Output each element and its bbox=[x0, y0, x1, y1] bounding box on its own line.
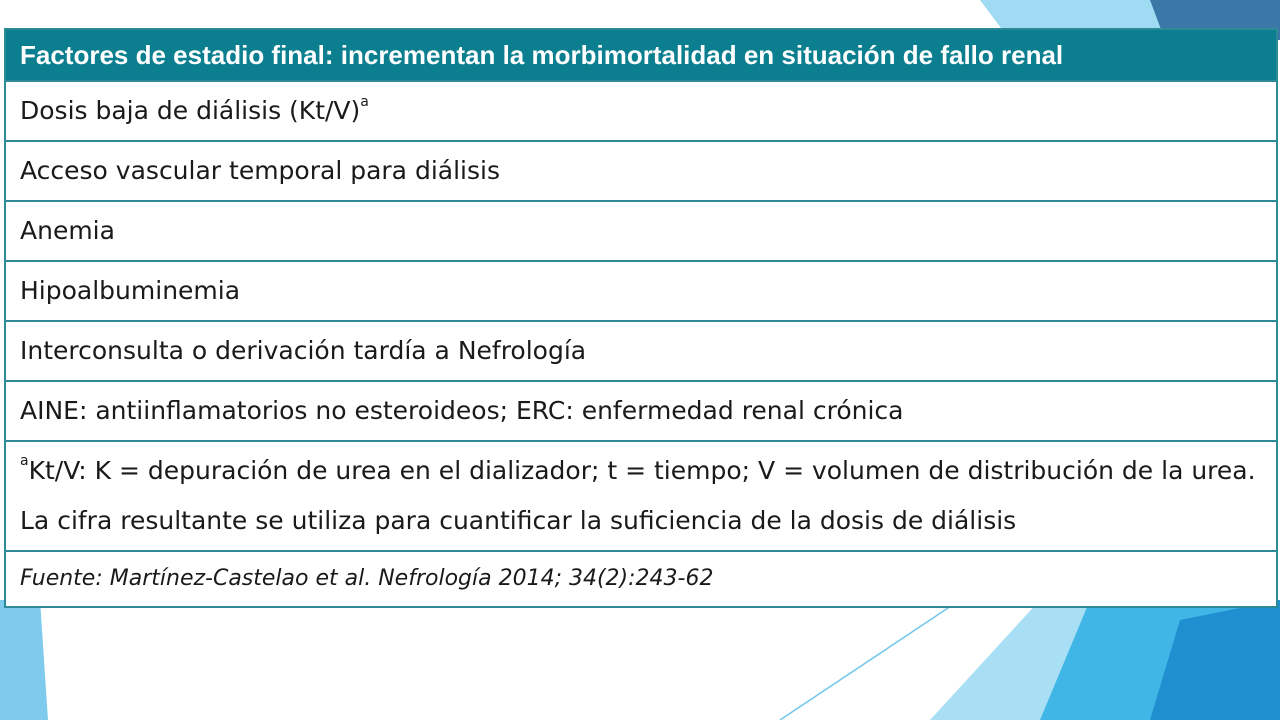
row-text: Dosis baja de diálisis (Kt/V) bbox=[20, 96, 361, 125]
row-text: Anemia bbox=[20, 216, 115, 245]
table-row bbox=[6, 380, 1276, 440]
deco-thin-line bbox=[780, 600, 960, 720]
table-row bbox=[6, 200, 1276, 260]
table-row bbox=[6, 260, 1276, 320]
superscript-a: a bbox=[360, 94, 369, 110]
risk-factors-table bbox=[4, 28, 1278, 608]
table-header: Factores de estadio final: incrementan la morbimortalidad en situación de fallo renal bbox=[6, 30, 1276, 80]
table-source: Fuente: Martínez-Castelao et al. Nefrología 2014; 34(2):243-62 bbox=[6, 550, 1276, 606]
table-row bbox=[6, 320, 1276, 380]
footnote-text: Kt/V: K = depuración de urea en el dializador; t = tiempo; V = volumen de distribución de la urea. La cifra resultante se utiliza para cuantificar la suficiencia de la dosis de diálisis bbox=[20, 456, 1256, 535]
row-text: Acceso vascular temporal para diálisis bbox=[20, 156, 500, 185]
table-row bbox=[6, 140, 1276, 200]
row-text: AINE: antiinflamatorios no esteroideos; ERC: enfermedad renal crónica bbox=[20, 396, 904, 425]
row-text: Hipoalbuminemia bbox=[20, 276, 241, 305]
table-row bbox=[6, 80, 1276, 140]
table-footnote bbox=[6, 440, 1276, 550]
superscript-a: a bbox=[20, 453, 29, 469]
row-text: Interconsulta o derivación tardía a Nefrología bbox=[20, 336, 587, 365]
deco-shard-left bbox=[0, 600, 48, 720]
